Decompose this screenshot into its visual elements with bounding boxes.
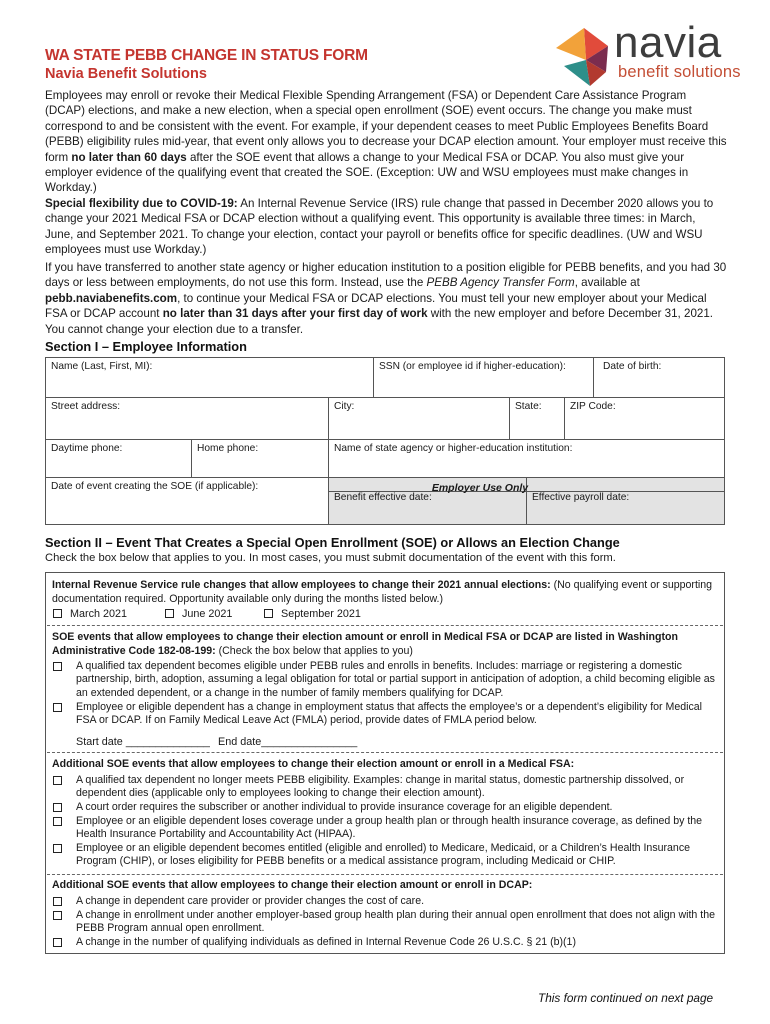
dob-field[interactable]: Date of birth: <box>594 358 724 398</box>
checkbox-dcap-3[interactable] <box>53 938 62 947</box>
section2-instructions: Check the box below that applies to you. In most cases, you must submit documentation of the event with this form. <box>45 552 616 564</box>
fsa-item: A court order requires the subscriber or another individual to provide insurance coverage for an eligible dependent. <box>76 801 613 813</box>
ssn-field[interactable]: SSN (or employee id if higher-education): <box>374 358 594 398</box>
logo-tagline: benefit solutions <box>618 63 741 81</box>
month-option-september[interactable]: September 2021 <box>264 608 361 620</box>
agency-name-field[interactable]: Name of state agency or higher-education institution: <box>329 440 724 478</box>
section2-heading: Section II – Event That Creates a Special Open Enrollment (SOE) or Allows an Election Change <box>45 535 620 550</box>
month-option-june[interactable]: June 2021 <box>165 608 232 620</box>
employee-info-grid <box>45 357 725 525</box>
checkbox-september[interactable] <box>264 609 273 618</box>
intro-paragraph-1: Employees may enroll or revoke their Medical Flexible Spending Arrangement (FSA) or Dependent Care Assistance Program (DCAP) elections, and make a new election, when a special open enrollment (SOE) event occurs. The change you make must correspond to and be consistent with the event. For example, if your dependent ceases to meet Public Employees Benefits Board (PEBB) eligibility rules mid-year, that event only allows you to decrease your DCAP election amount. Your employer must receive this form no later than 60 days after the SOE event that allows a change to your Medical FSA or DCAP. You also must give your employer evidence of the qualifying event that created the SOE. (Exception: UW and WSU employees must make changes in Workday.) <box>45 89 727 195</box>
checkbox-fsa-1[interactable] <box>53 776 62 785</box>
block-divider <box>47 752 723 753</box>
fmla-start-date[interactable]: Start date ______________ <box>76 736 210 748</box>
checkbox-dcap-1[interactable] <box>53 897 62 906</box>
intro-paragraph-transfer: If you have transferred to another state agency or higher education institution to a position eligible for PEBB benefits, and you had 30 days or less between employments, do not use this form. Instead, use the PEBB Agency Transfer Form, available at pebb.naviabenefits.com, to continue your Medical FSA or DCAP elections. You must tell your new employer about your Medical FSA or DCAP account no later than 31 days after your first day of work with the new employer and before December 31, 2021. You cannot change your election due to a transfer. <box>45 261 727 336</box>
logo-wordmark: navia <box>614 18 722 67</box>
fsa-item: Employee or an eligible dependent becomes entitled (eligible and enrolled) to Medicare, Medicaid, or a Children’s Health Insurance Program (CHIP), or loses eligibility for PEBB benefits or a medical assistance program, including Medicaid or CHIP. <box>76 842 691 868</box>
checkbox-dcap-2[interactable] <box>53 911 62 920</box>
home-phone-field[interactable]: Home phone: <box>192 440 329 478</box>
block-divider <box>47 625 723 626</box>
name-field[interactable]: Name (Last, First, MI): <box>46 358 374 398</box>
checkbox-fsa-3[interactable] <box>53 817 62 826</box>
soe-item-employment-status: Employee or eligible dependent has a change in employment status that affects the employee’s or a dependent’s eligibility for Medical FSA or DCAP. If on Family Medical Leave Act (FMLA) period, provide dates of FMLA period below. <box>76 701 703 727</box>
daytime-phone-field[interactable]: Daytime phone: <box>46 440 192 478</box>
fmla-end-date[interactable]: End date________________ <box>218 736 358 748</box>
fsa-block-heading: Additional SOE events that allow employees to change their election amount or enroll in a Medical FSA: <box>52 758 575 770</box>
checkbox-fsa-4[interactable] <box>53 844 62 853</box>
employer-use-label: Employer Use Only <box>431 482 529 494</box>
checkbox-june[interactable] <box>165 609 174 618</box>
state-field[interactable]: State: <box>510 398 565 440</box>
checkbox-march[interactable] <box>53 609 62 618</box>
street-field[interactable]: Street address: <box>46 398 329 440</box>
dcap-item: A change in dependent care provider or provider changes the cost of care. <box>76 895 425 907</box>
checkbox-dependent-eligible[interactable] <box>53 662 62 671</box>
form-subtitle: Navia Benefit Solutions <box>45 66 207 82</box>
intro-paragraph-covid: Special flexibility due to COVID-19: An Internal Revenue Service (IRS) rule change that passed in December 2020 allows you to change your 2021 Medical FSA or DCAP election without a qualifying event. This opportunity is available three times: in March, June, and September 2021. To change your election, contact your payroll or benefits office for specific deadlines. (UW and WSU employees must use Workday.) <box>45 197 714 257</box>
form-title: WA STATE PEBB CHANGE IN STATUS FORM <box>45 47 368 64</box>
city-field[interactable]: City: <box>329 398 510 440</box>
soe-date-field[interactable]: Date of event creating the SOE (if applicable): <box>46 478 329 524</box>
checkbox-fsa-2[interactable] <box>53 803 62 812</box>
dcap-block-heading: Additional SOE events that allow employees to change their election amount or enroll in DCAP: <box>52 879 533 891</box>
block-divider <box>47 874 723 875</box>
zip-field[interactable]: ZIP Code: <box>565 398 724 440</box>
fsa-item: Employee or an eligible dependent loses coverage under a group health plan or through health insurance coverage, as defined by the Health Insurance Portability and Accountability Act (HIPAA). <box>76 815 703 841</box>
continued-note: This form continued on next page <box>538 991 714 1005</box>
section1-heading: Section I – Employee Information <box>45 339 247 354</box>
benefit-effective-date-field: Benefit effective date: <box>329 478 527 524</box>
soe-item-dependent-eligible: A qualified tax dependent becomes eligible under PEBB rules and enrolls in benefits. Includes: marriage or registering a domestic partnership, birth, adoption, assuming a legal obligation for total or partial support in anticipation of adoption, a child becoming eligible as an extended dependent, or a change in the number of family members qualifying for DCAP. <box>76 660 715 699</box>
dcap-item: A change in the number of qualifying individuals as defined in Internal Revenue Code 26 U.S.C. § 21 (b)(1) <box>76 936 576 948</box>
wac-block-heading: SOE events that allow employees to change their election amount or enroll in Medical FSA or DCAP are listed in Washington Administrative Code 182-08-199: (Check the box below that applies to you) <box>52 631 678 657</box>
checkbox-employment-status[interactable] <box>53 703 62 712</box>
dcap-item: A change in enrollment under another employer-based group health plan during their annual open enrollment that does not align with the PEBB Program annual open enrollment. <box>76 909 715 935</box>
fsa-item: A qualified tax dependent no longer meets PEBB eligibility. Examples: change in marital status, domestic partnership dissolved, or dependent dies (applicable only to employees looking to change their election amount). <box>76 774 685 800</box>
irs-block-heading: Internal Revenue Service rule changes that allow employees to change their 2021 annual elections: (No qualifying event or supporting documentation required. Opportunity available only during the months listed below.) <box>52 579 713 605</box>
effective-payroll-date-field: Effective payroll date: <box>527 478 724 524</box>
month-option-march[interactable]: March 2021 <box>53 608 127 620</box>
navia-link[interactable]: pebb.naviabenefits.com <box>45 291 178 305</box>
